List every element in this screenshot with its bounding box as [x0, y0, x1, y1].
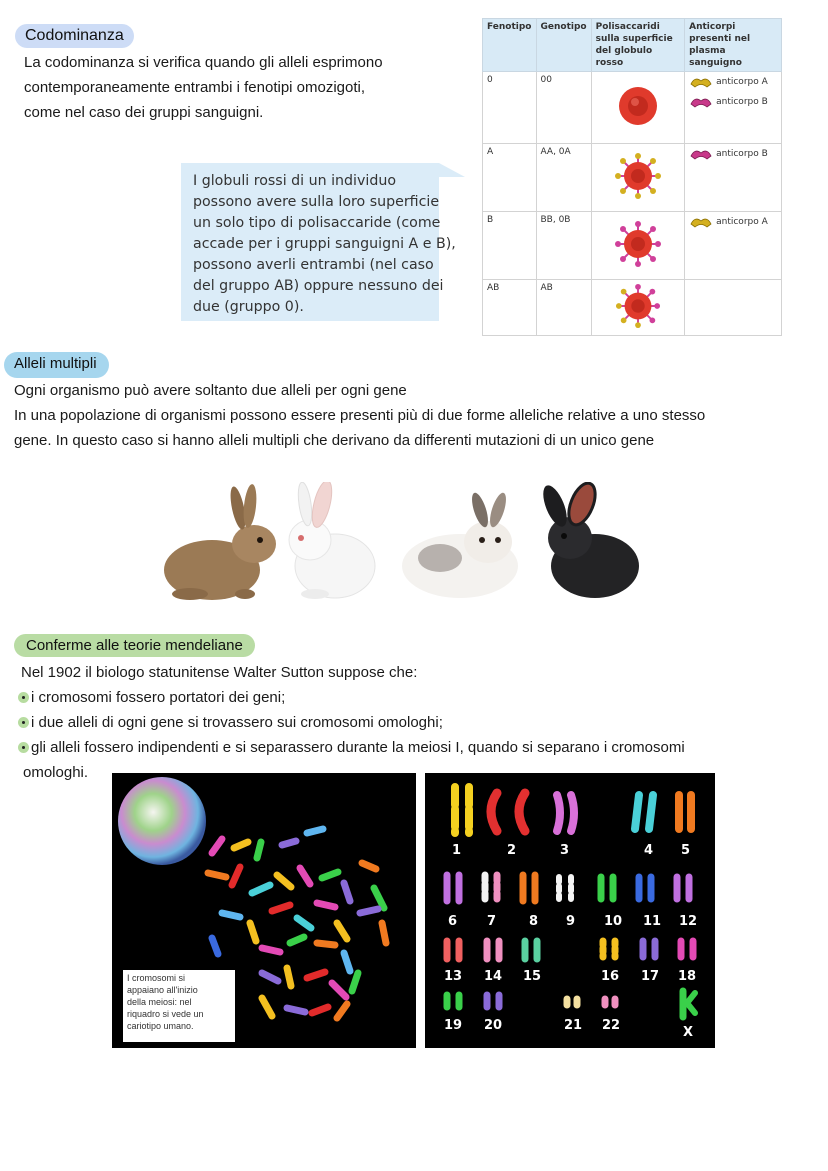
antibody-label: anticorpo A — [716, 77, 768, 87]
red-cell-antigen-b-icon — [614, 220, 662, 268]
karyotype-label: 10 — [604, 914, 623, 929]
karyotype-caption — [123, 970, 235, 1042]
karyotype-label: 19 — [444, 1018, 463, 1033]
cell-fenotipo: B — [483, 212, 537, 280]
cell-fenotipo: A — [483, 144, 537, 212]
bullet-text: i due alleli di ogni gene si trovassero sui cromosomi omologhi; — [31, 714, 443, 731]
antibody-b-icon — [689, 95, 713, 109]
karyotype-label: 12 — [679, 914, 698, 929]
karyotype-label: X — [683, 1025, 694, 1040]
bullet-icon — [18, 717, 29, 728]
karyotype-label: 17 — [641, 969, 660, 984]
section-title-alleli: Alleli multipli — [4, 352, 109, 378]
callout-line: possono avere sulla loro superficie — [193, 194, 440, 210]
bullet-item — [18, 685, 685, 710]
cell-genotipo: BB, 0B — [536, 212, 591, 280]
header-fenotipo: Fenotipo — [483, 19, 537, 72]
header-anticorpi: Anticorpi presenti nel plasma sanguigno — [685, 19, 782, 72]
karyotype-image — [425, 773, 715, 1048]
karyotype-chromosomes-icon — [425, 773, 715, 1048]
bullet-item — [18, 710, 685, 735]
text-line: Nel 1902 il biologo statunitense Walter Sutton suppose che: — [21, 664, 418, 681]
antibody-label: anticorpo A — [716, 217, 768, 227]
section-title-conferme: Conferme alle teorie mendeliane — [14, 634, 255, 657]
table-row — [483, 72, 782, 144]
cell-antibodies — [685, 144, 782, 212]
cell-genotipo: AB — [536, 280, 591, 336]
callout-line: del gruppo AB) oppure nessuno dei — [193, 278, 444, 294]
cell-cell-image — [591, 144, 685, 212]
karyotype-label: 6 — [448, 914, 458, 929]
bullet-item — [18, 735, 685, 760]
karyotype-label: 18 — [678, 969, 697, 984]
callout-line: accade per i gruppi sanguigni A e B), — [193, 236, 456, 252]
antibody-label: anticorpo B — [716, 97, 768, 107]
cell-antibodies — [685, 212, 782, 280]
red-cell-antigen-a-icon — [614, 152, 662, 200]
caption-line: della meiosi: nel — [127, 997, 192, 1007]
blood-group-table — [482, 18, 782, 336]
brown-rabbit-icon — [164, 483, 276, 600]
antibody-a-icon — [689, 75, 713, 89]
text-line: gene. In questo caso si hanno alleli multipli che derivano da differenti mutazioni di un unico gene — [14, 432, 655, 449]
table-row — [483, 212, 782, 280]
section-title-codominanza: Codominanza — [15, 24, 134, 48]
antibody-entry — [689, 75, 777, 89]
karyotype-label: 7 — [487, 914, 497, 929]
table-row — [483, 144, 782, 212]
bullet-icon — [18, 742, 29, 753]
bullet-text: gli alleli fossero indipendenti e si separassero durante la meiosi I, quando si separano i cromosomi — [31, 739, 685, 756]
conferme-paragraph — [18, 660, 685, 785]
red-cell-plain-icon — [616, 84, 660, 128]
alleli-paragraph — [14, 378, 705, 453]
cell-cell-image — [591, 72, 685, 144]
table-header-row — [483, 19, 782, 72]
antibody-entry — [689, 95, 777, 109]
caption-line: cariotipo umano. — [127, 1021, 194, 1031]
callout-line: possono averli entrambi (nel caso — [193, 257, 434, 273]
cell-fenotipo: 0 — [483, 72, 537, 144]
callout-line: due (gruppo 0). — [193, 299, 304, 315]
text-line: La codominanza si verifica quando gli alleli esprimono — [24, 54, 383, 71]
karyotype-label: 20 — [484, 1018, 503, 1033]
bullet-icon — [18, 692, 29, 703]
caption-line: I cromosomi si — [127, 973, 186, 983]
karyotype-label: 5 — [681, 843, 691, 858]
cell-genotipo: AA, 0A — [536, 144, 591, 212]
karyotype-label: 2 — [507, 843, 517, 858]
antibody-entry — [689, 147, 777, 161]
callout-line: I globuli rossi di un individuo — [193, 173, 396, 189]
karyotype-label: 4 — [644, 843, 654, 858]
cell-cell-image — [591, 280, 685, 336]
text-line: contemporaneamente entrambi i fenotipi omozigoti, — [24, 79, 366, 96]
cell-antibodies — [685, 72, 782, 144]
text-line: omologhi. — [23, 764, 89, 781]
cell-antibodies — [685, 280, 782, 336]
karyotype-label: 22 — [602, 1018, 621, 1033]
red-cell-antigen-ab-icon — [615, 283, 661, 329]
caption-line: appaiano all'inizio — [127, 985, 198, 995]
cell-cell-image — [591, 212, 685, 280]
antibody-a-icon — [689, 215, 713, 229]
callout-line: un solo tipo di polisaccaride (come — [193, 215, 441, 231]
cell-fenotipo: AB — [483, 280, 537, 336]
spotted-rabbit-icon — [402, 491, 518, 598]
antibody-label: anticorpo B — [716, 149, 768, 159]
karyotype-label: 16 — [601, 969, 620, 984]
antibody-b-icon — [689, 147, 713, 161]
table-row — [483, 280, 782, 336]
karyotype-label: 14 — [484, 969, 503, 984]
caption-line: riquadro si vede un — [127, 1009, 204, 1019]
text-line: Ogni organismo può avere soltanto due alleli per ogni gene — [14, 382, 407, 399]
callout-pointer — [439, 163, 465, 177]
bullet-text: i cromosomi fossero portatori dei geni; — [31, 689, 286, 706]
text-line: In una popolazione di organismi possono essere presenti più di due forme alleliche relative a uno stesso — [14, 407, 706, 424]
cell-genotipo: 00 — [536, 72, 591, 144]
white-rabbit-icon — [289, 482, 375, 599]
karyotype-label: 13 — [444, 969, 463, 984]
black-rabbit-icon — [538, 482, 639, 598]
karyotype-label: 9 — [566, 914, 576, 929]
header-genotipo: Genotipo — [536, 19, 591, 72]
text-line: come nel caso dei gruppi sanguigni. — [24, 104, 264, 121]
karyotype-label: 15 — [523, 969, 542, 984]
header-polisaccaridi: Polisaccaridi sulla superficie del globulo rosso — [591, 19, 685, 72]
codominanza-paragraph — [24, 50, 383, 125]
karyotype-label: 21 — [564, 1018, 583, 1033]
antibody-entry — [689, 215, 777, 229]
karyotype-label: 1 — [452, 843, 462, 858]
karyotype-label: 3 — [560, 843, 570, 858]
karyotype-label: 8 — [529, 914, 539, 929]
callout-box — [181, 163, 456, 321]
karyotype-label: 11 — [643, 914, 662, 929]
rabbits-illustration — [150, 482, 650, 607]
